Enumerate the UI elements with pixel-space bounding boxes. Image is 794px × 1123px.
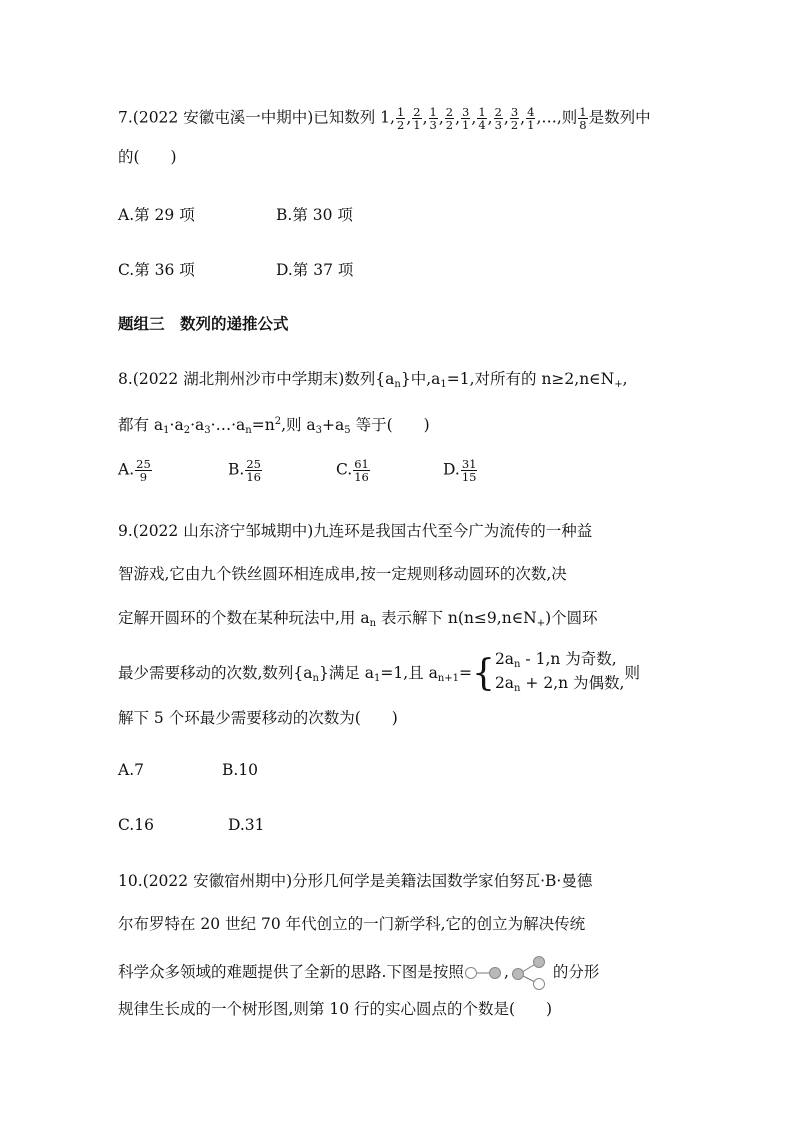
q7-option-b[interactable]: B.第 30 项 [276,206,353,224]
q8-option-c[interactable]: C. $\frac{61}{16}$ [336,457,369,484]
q7-option-d[interactable]: D.第 37 项 [276,261,354,279]
q9-line4: 最少需要移动的次数,数列$\{a_n\}$满足 $a_1=1$,且 $a_{n+1}=${ $2a_n - 1,n$ 为奇数, $2a_n + 2,n$ 为偶数, 则 [118,650,640,699]
q7-sequence-fraction: $\frac{3}{2}$ [510,105,519,132]
q7-suffix: 是数列中 [588,108,651,127]
q7-sequence-fraction: $\frac{2}{1}$ [413,105,421,132]
q10-line2: 尔布罗特在 20 世纪 70 年代创立的一门新学科,它的创立为解决传统 [118,915,586,933]
q7-target-fraction: $\frac{1}{8}$ [579,105,587,132]
q8-option-b[interactable]: B. $\frac{25}{16}$ [228,457,261,484]
q8-line2: 都有 $a_1\cdot a_2\cdot a_3\cdot\dots\cdot a_n=n^2$,则 $a_3+a_5$ 等于( ) [118,416,430,436]
q7-sequence-separator: , [455,108,461,127]
q7-sequence-separator: , [503,108,509,127]
q7-line2: 的( ) [118,148,177,166]
q7-sequence-separator: , [422,108,428,127]
q7-line1 [118,106,651,131]
q8-option-d[interactable]: D. $\frac{31}{15}$ [443,457,477,484]
q7-sequence-fraction: $\frac{1}{4}$ [478,105,486,132]
q9-line5: 解下 5 个环最少需要移动的次数为( ) [118,709,398,727]
q9-line1: 9.(2022 山东济宁邹城期中)九连环是我国古代至今广为流传的一种益 [118,522,593,540]
fractal-rule-solid-branch-icon [509,956,553,990]
q7-sequence-fraction: $\frac{3}{1}$ [462,105,470,132]
q8-line1: 8.(2022 湖北荆州沙市中学期末)数列$\{a_n\}$中$,a_1=1$,对所有的 $n\ge 2,n\in N_+$, [118,370,628,390]
q8-text: 8.(2022 湖北荆州沙市中学期末)数列{a [118,370,395,388]
q7-after-seq: ,…,则 [536,108,578,127]
q9-option-a[interactable]: A.7 [118,761,144,779]
q7-option-a[interactable]: A.第 29 项 [118,206,195,224]
q9-line2: 智游戏,它由九个铁丝圆环相连成串,按一定规则移动圆环的次数,决 [118,565,567,583]
q8-option-a[interactable]: A. $\frac{25}{9}$ [118,457,151,484]
q7-sequence-fraction: $\frac{2}{2}$ [445,105,454,132]
q9-option-b[interactable]: B.10 [222,761,259,779]
q9-option-c[interactable]: C.16 [118,816,154,834]
q10-line4: 规律生长成的一个树形图,则第 10 行的实心圆点的个数是( ) [118,1000,553,1018]
q7-sequence-fraction: $\frac{4}{1}$ [527,105,535,132]
q7-option-c[interactable]: C.第 36 项 [118,261,195,279]
left-brace-icon: { [472,653,495,694]
q10-line3: 科学众多领域的难题提供了全新的思路.下图是按照 , 的分形 [118,956,599,990]
q7-sequence-fraction: $\frac{1}{3}$ [429,105,437,132]
q7-sequence [395,105,536,132]
q9-line3: 定解开圆环的个数在某种玩法中,用 $a_n$ 表示解下 $n(n\le 9,n\in N_+)$个圆环 [118,609,598,629]
q7-sequence-separator: , [487,108,493,127]
q10-line1: 10.(2022 安徽宿州期中)分形几何学是美籍法国数学家伯努瓦·B·曼德 [118,872,593,890]
q7-sequence-fraction: $\frac{2}{3}$ [494,105,502,132]
q9-option-d[interactable]: D.31 [228,816,265,834]
q7-sequence-separator: , [471,108,477,127]
q7-sequence-separator: , [406,108,412,127]
q7-prefix: 7.(2022 安徽屯溪一中期中)已知数列 1, [118,108,395,127]
fractal-rule-hollow-to-solid-icon [464,962,504,984]
q7-sequence-fraction: $\frac{1}{2}$ [396,105,405,132]
q9-piecewise: $2a_n - 1,n$ 为奇数, $2a_n + 2,n$ 为偶数, [494,650,625,694]
q7-sequence-separator: , [438,108,444,127]
section3-title: 题组三 数列的递推公式 [118,315,289,333]
q7-sequence-separator: , [520,108,526,127]
